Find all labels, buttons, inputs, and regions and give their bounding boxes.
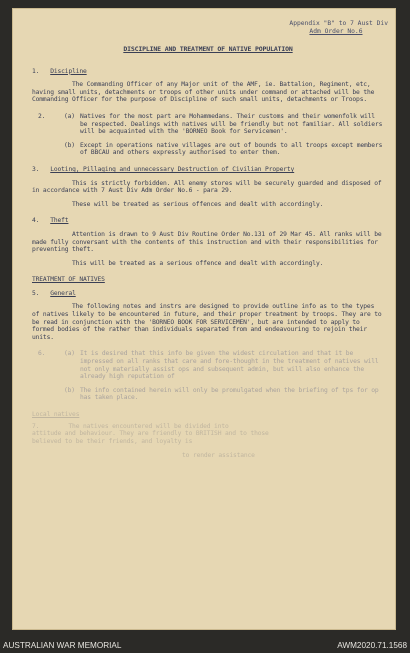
header-line-1: Appendix "B" to 7 Aust Div xyxy=(289,20,388,27)
section-looting xyxy=(32,166,384,208)
faded-heading: Local natives xyxy=(32,411,80,418)
section-local-natives xyxy=(32,411,384,460)
faded-line: attitude and behaviour. They are friendly to BRITISH and to those xyxy=(32,430,269,438)
section-number: 5. xyxy=(32,289,40,297)
section-text: These will be treated as serious offences and dealt with accordingly. xyxy=(72,200,324,208)
section-text: The following notes and instrs are designed to provide outline info as to the types of natives likely to be encountered in future, and their proper treatment by troops. They are to be read in conjunction with the 'BORNEO BOOK FOR SERVICEMEN', but are intended to apply to formed bodies of the rather than individuals separated from and endeavouring to rejoin their units. xyxy=(32,303,386,341)
subsection-b xyxy=(32,387,384,402)
archive-footer xyxy=(0,638,410,653)
treatment-heading: TREATMENT OF NATIVES xyxy=(32,276,105,284)
faded-line: believed to be their friends, and loyalty is xyxy=(32,437,193,445)
subsection-label: (a) xyxy=(64,350,75,358)
archive-id: AWM2020.71.1568 xyxy=(337,641,407,650)
subsection-text: Natives for the most part are Mohammedans. Their customs and their womenfolk will be respected. Dealings with natives will be friendly but not familiar. All soldiers will be acquainted with the 'BORNEO Book for Servicemen'. xyxy=(80,112,383,136)
section-treatment xyxy=(32,276,384,341)
section-number: 1. xyxy=(32,67,40,75)
section-number: 3. xyxy=(32,165,40,173)
section-circulation xyxy=(32,350,384,402)
subsection-text: The info contained herein will only be promulgated when the briefing of tps for op has taken place. xyxy=(80,386,379,402)
subsection-label: (b) xyxy=(64,141,75,149)
subsection-label: (a) xyxy=(64,112,75,120)
subsection-b xyxy=(32,142,384,157)
section-heading: Discipline xyxy=(50,67,87,75)
section-heading: Theft xyxy=(50,217,69,225)
section-text: This is strictly forbidden. All enemy stores will be securely guarded and disposed of in accordance with 7 Aust Div Adm Order No.6 - para 29. xyxy=(32,179,386,195)
subsection-a xyxy=(32,350,384,380)
section-theft xyxy=(32,217,384,267)
faded-line: to render assistance xyxy=(182,452,255,460)
faded-line: 7. The natives encountered will be divided into xyxy=(32,422,229,430)
section-discipline xyxy=(32,68,384,104)
section-number: 6. xyxy=(38,350,46,358)
section-text: The Commanding Officer of any Major unit of the AMF, ie. Battalion, Regiment, etc, having small units, detachments or troops of other units under command or attached will be the Commanding Officer for the purpose of Discipline of such small units, detachments or Troops. xyxy=(32,81,378,104)
section-heading: General xyxy=(50,289,76,297)
document-body xyxy=(32,26,384,460)
section-text: Attention is drawn to 9 Aust Div Routine Order No.131 of 29 Mar 45. All ranks will be made fully conversant with the contents of this instruction and with their responsibilities for preventing theft. xyxy=(32,230,386,254)
document-title: DISCIPLINE AND TREATMENT OF NATIVE POPULATION xyxy=(123,45,293,53)
subsection-text: Except in operations native villages are out of bounds to all troops except members of BBCAU and others expressly authorised to enter them. xyxy=(80,141,383,157)
section-number: 2. xyxy=(38,112,46,120)
section-natives xyxy=(32,113,384,157)
subsection-a xyxy=(32,113,384,136)
section-heading: Looting, Pillaging and unnecessary Destruction of Civilian Property xyxy=(50,165,295,173)
header-line-2: Adm Order No.6 xyxy=(309,28,363,35)
document-page xyxy=(12,8,396,630)
section-text: This will be treated as a serious offence and dealt with accordingly. xyxy=(72,259,324,267)
faded-line xyxy=(32,445,384,452)
subsection-text: It is desired that this info be given the widest circulation and that it be impressed on all ranks that care and fore-thought in the treatment of natives will not only materially assist ops and subsequent admin, but will also enhance the already high reputation of xyxy=(80,350,379,381)
subsection-label: (b) xyxy=(64,386,75,394)
archive-name: AUSTRALIAN WAR MEMORIAL xyxy=(3,641,122,650)
section-number: 4. xyxy=(32,217,40,225)
